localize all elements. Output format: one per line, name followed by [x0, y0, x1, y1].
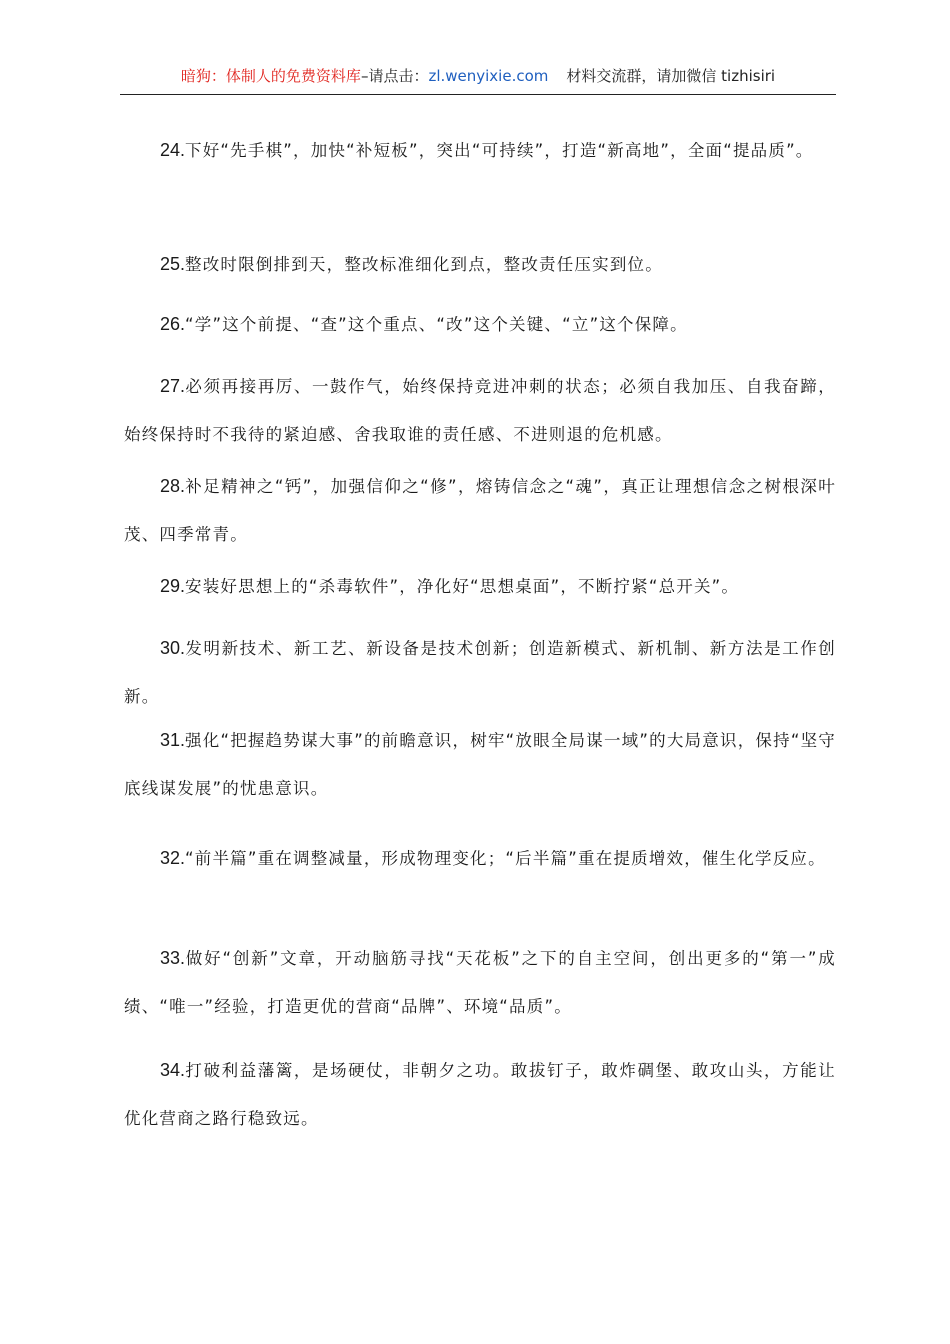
list-item-32: 32.“前半篇”重在调整减量，形成物理变化；“后半篇”重在提质增效，催生化学反应。: [160, 848, 826, 868]
header-contact: 材料交流群，请加微信 tizhisiri: [566, 67, 776, 85]
list-item-33: 33.做好“创新”文章，开动脑筋寻找“天花板”之下的自主空间，创出更多的“第一”成绩、“唯一”经验，打造更优的营商“品牌”、环境“品质”。: [124, 948, 836, 1016]
list-item-30: 30.发明新技术、新工艺、新设备是技术创新；创造新模式、新机制、新方法是工作创新。: [124, 638, 836, 706]
header-prompt: –请点击：: [360, 67, 429, 85]
list-item-25: 25.整改时限倒排到天，整改标准细化到点，整改责任压实到位。: [160, 254, 663, 274]
list-item-28: 28.补足精神之“钙”，加强信仰之“修”，熔铸信念之“魂”，真正让理想信念之树根深叶茂、四季常青。: [124, 476, 836, 544]
list-item-31: 31.强化“把握趋势谋大事”的前瞻意识，树牢“放眼全局谋一域”的大局意识，保持“坚守底线谋发展”的忧患意识。: [124, 730, 836, 798]
header-url-link[interactable]: zl.wenyixie.com: [428, 67, 549, 85]
list-item-29: 29.安装好思想上的“杀毒软件”，净化好“思想桌面”，不断拧紧“总开关”。: [160, 576, 740, 596]
page-header: [120, 66, 836, 95]
list-item-27: 27.必须再接再厉、一鼓作气，始终保持竞进冲刺的状态；必须自我加压、自我奋蹄，始终保持时不我待的紧迫感、舍我取谁的责任感、不进则退的危机感。: [124, 376, 836, 444]
list-item-26: 26.“学”这个前提、“查”这个重点、“改”这个关键、“立”这个保障。: [160, 314, 688, 334]
header-brand: 暗狗：体制人的免费资料库: [180, 67, 361, 85]
list-item-24: 24.下好“先手棋”，加快“补短板”，突出“可持续”，打造“新高地”，全面“提品质”。: [160, 140, 814, 160]
list-item-34: 34.打破利益藩篱，是场硬仗，非朝夕之功。敢拔钉子，敢炸碉堡、敢攻山头，方能让优化营商之路行稳致远。: [124, 1060, 836, 1128]
